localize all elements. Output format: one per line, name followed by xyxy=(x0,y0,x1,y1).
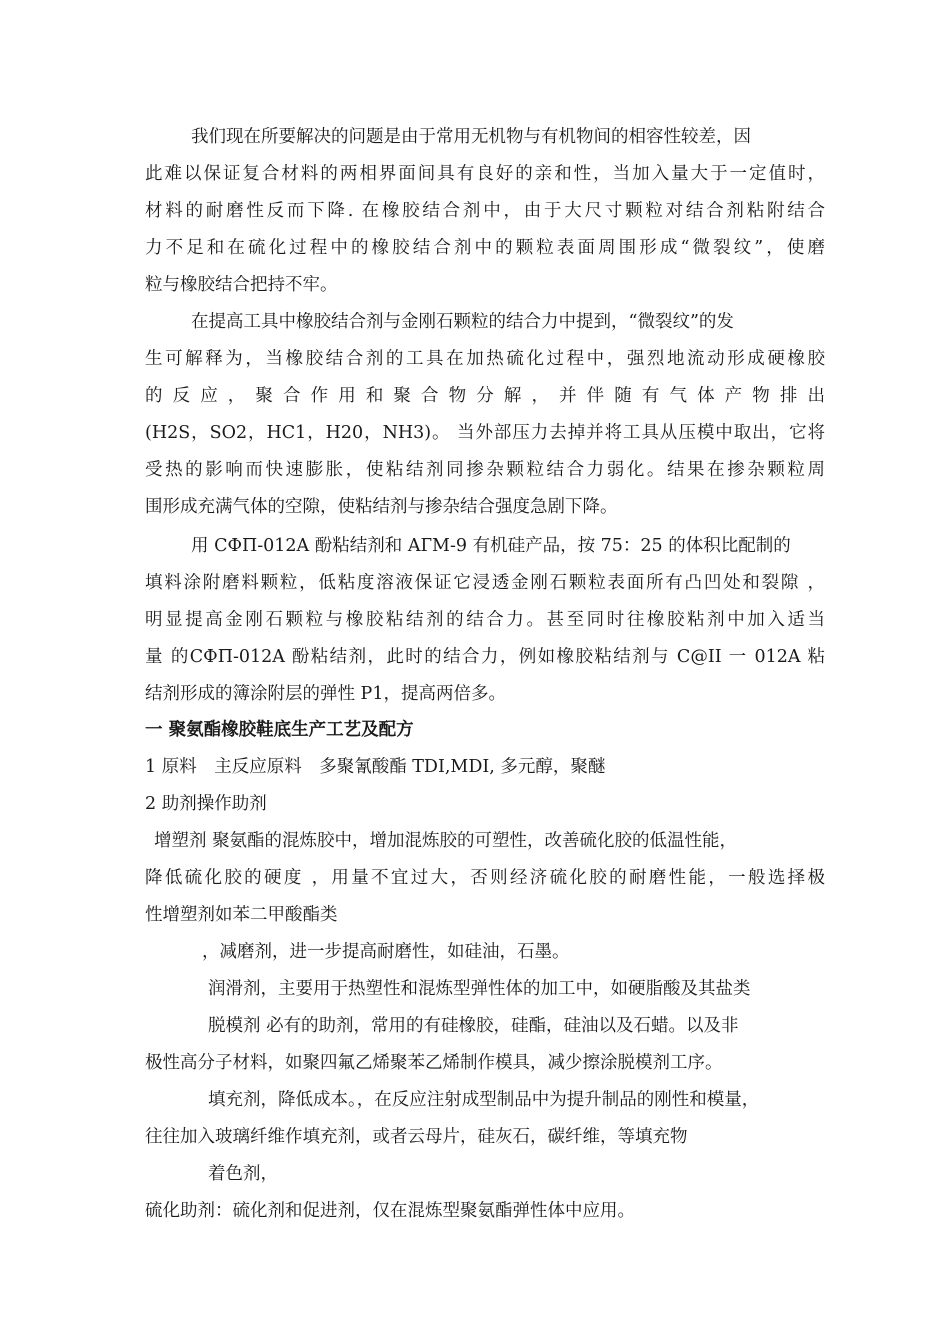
paragraph-line: 硫化助剂：硫化剂和促进剂，仅在混炼型聚氨酯弹性体中应用。 xyxy=(145,1201,635,1221)
paragraph-line: 材料的耐磨性反而下降. 在橡胶结合剂中，由于大尺寸颗粒对结合剂粘附结合 xyxy=(145,201,825,221)
paragraph-line: 粒与橡胶结合把持不牢。 xyxy=(145,275,338,295)
paragraph-line: 脱模剂 必有的助剂，常用的有硅橡胶，硅酯，硅油以及石蜡。以及非 xyxy=(208,1016,739,1036)
paragraph-line: 2 助剂操作助剂 xyxy=(145,794,267,814)
paragraph-line: 明显提高金刚石颗粒与橡胶粘结剂的结合力。甚至同时往橡胶粘剂中加入适当 xyxy=(145,610,825,630)
paragraph-line: ，减磨剂，进一步提高耐磨性，如硅油，石墨。 xyxy=(202,942,570,962)
paragraph-line: 我们现在所要解决的问题是由于常用无机物与有机物间的相容性较差，因 xyxy=(191,127,751,147)
section-heading: 一 聚氨酯橡胶鞋底生产工艺及配方 xyxy=(145,720,414,740)
paragraph-line: 着色剂， xyxy=(208,1164,278,1184)
paragraph-line: 润滑剂，主要用于热塑性和混炼型弹性体的加工中，如硬脂酸及其盐类 xyxy=(208,979,751,999)
paragraph-line: 此难以保证复合材料的两相界面间具有良好的亲和性，当加入量大于一定值时， xyxy=(145,164,825,184)
paragraph-line: 用 СФП-012A 酚粘结剂和 AГМ-9 有机硅产品，按 75：25 的体积比配制的 xyxy=(191,536,791,556)
paragraph-line: 增塑剂 聚氨酯的混炼胶中，增加混炼胶的可塑性，改善硫化胶的低温性能， xyxy=(154,831,738,851)
paragraph-line: 填充剂，降低成本。，在反应注射成型制品中为提升制品的刚性和模量， xyxy=(208,1090,760,1110)
paragraph-line: 生可解释为，当橡胶结合剂的工具在加热硫化过程中，强烈地流动形成硬橡胶 xyxy=(145,349,825,369)
paragraph-line: 极性高分子材料，如聚四氟乙烯聚苯乙烯制作模具，减少擦涂脱模剂工序。 xyxy=(145,1053,723,1073)
paragraph-line: 结剂形成的簿涂附层的弹性 P1，提高两倍多。 xyxy=(145,684,506,704)
paragraph-line: (H2S，SO2，HC1，H20，NH3)。 当外部压力去掉并将工具从压模中取出，它将 xyxy=(145,423,825,443)
paragraph-line: 受热的影响而快速膨胀，使粘结剂同掺杂颗粒结合力弱化。结果在掺杂颗粒周 xyxy=(145,460,825,480)
paragraph-line: 力不足和在硫化过程中的橡胶结合剂中的颗粒表面周围形成“微裂纹”，使磨 xyxy=(145,238,825,258)
paragraph-line: 的反应，聚合作用和聚合物分解，并伴随有气体产物排出 xyxy=(145,386,825,406)
paragraph-line: 性增塑剂如苯二甲酸酯类 xyxy=(145,905,338,925)
paragraph-line: 1 原料 主反应原料 多聚氰酸酯 TDI,MDI, 多元醇，聚醚 xyxy=(145,757,606,777)
paragraph-line: 在提高工具中橡胶结合剂与金刚石颗粒的结合力中提到，“微裂纹”的发 xyxy=(191,312,734,332)
paragraph-line: 围形成充满气体的空隙，使粘结剂与掺杂结合强度急剧下降。 xyxy=(145,497,618,517)
paragraph-line: 往往加入玻璃纤维作填充剂，或者云母片，硅灰石，碳纤维，等填充物 xyxy=(145,1127,688,1147)
paragraph-line: 填料涂附磨料颗粒，低粘度溶液保证它浸透金刚石颗粒表面所有凸凹处和裂隙 ， xyxy=(145,573,825,593)
paragraph-line: 降低硫化胶的硬度 ，用量不宜过大，否则经济硫化胶的耐磨性能，一般选择极 xyxy=(145,868,825,888)
paragraph-line: 量 的СФП-012A 酚粘结剂，此时的结合力，例如橡胶粘结剂与 C@II 一 012A 粘 xyxy=(145,647,825,667)
